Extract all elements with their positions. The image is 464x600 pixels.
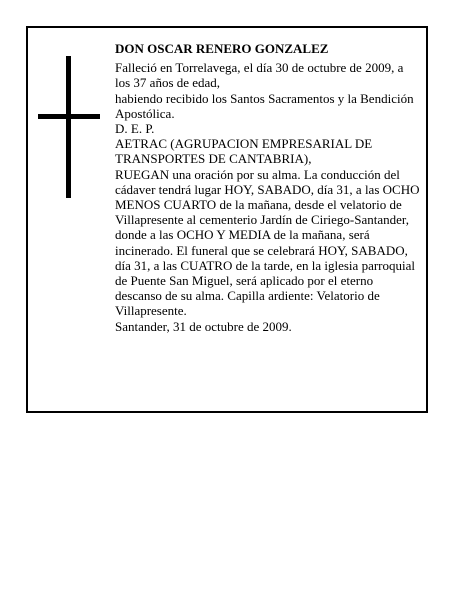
rest-in-peace: D. E. P. [115,121,155,137]
funeral-arrangements: RUEGAN una oración por su alma. La conducción del cádaver tendrá lugar HOY, SABADO, día 31, a las OCHO MENOS CUARTO de la mañana, desde el velatorio de Villapresente al cementerio Jardín de Ciriego-Santander, donde a las OCHO Y MEDIA de la mañana, será incinerado. El funeral que se celebrará HOY, SABADO, día 31, a las CUATRO de la tarde, en la iglesia parroquial de Puente San Miguel, será aplicado por el eterno descanso de su alma. Capilla ardiente: Velatorio de Villapresente. [115,166,420,319]
cross-vertical-bar [66,56,71,198]
deceased-name: DON OSCAR RENERO GONZALEZ [115,41,329,56]
organization-name: AETRAC (AGRUPACION EMPRESARIAL DE TRANSPORTES DE CANTABRIA), [115,136,373,167]
place-and-date: Santander, 31 de octubre de 2009. [115,318,292,334]
cross-horizontal-bar [38,114,100,119]
cross-icon [38,56,100,198]
death-details: Falleció en Torrelavega, el día 30 de octubre de 2009, a los 37 años de edad, [115,60,404,91]
notice-text [115,41,420,334]
obituary-notice [26,26,428,413]
sacraments-line: habiendo recibido los Santos Sacramentos y la Bendición Apostólica. [115,90,414,121]
